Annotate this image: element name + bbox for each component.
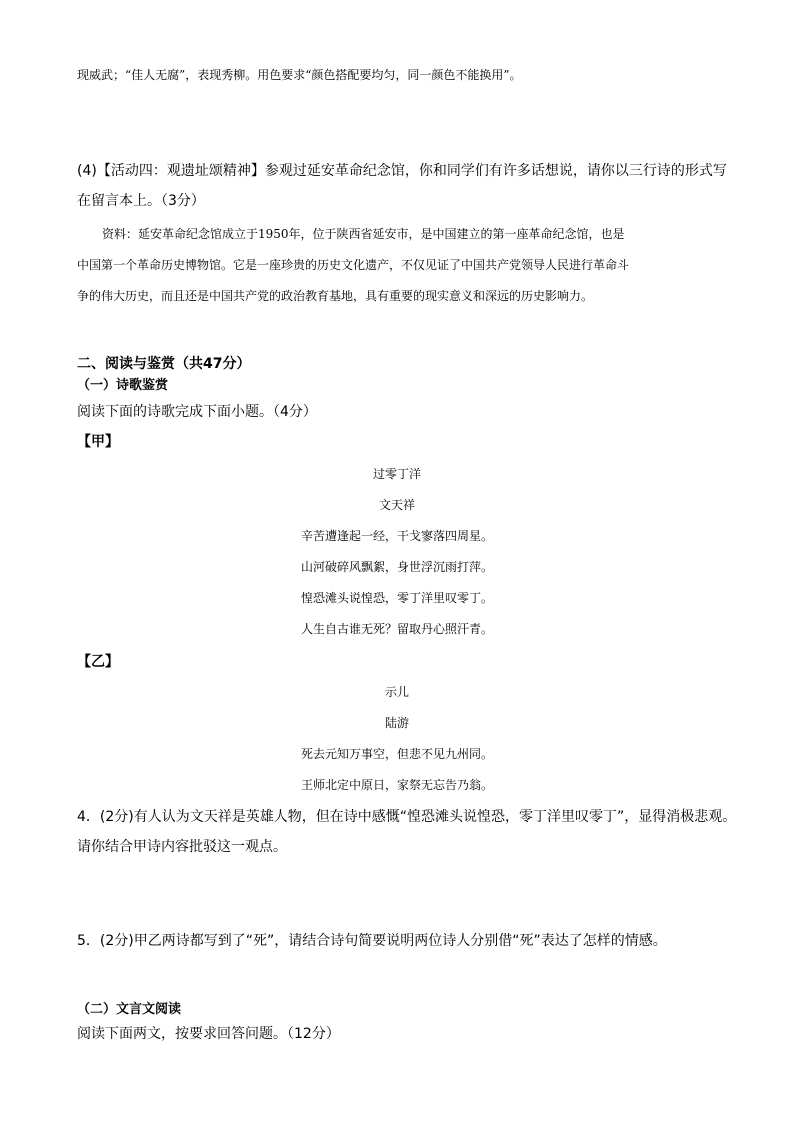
poem-a-line: 惶恐滩头说惶恐，零丁洋里叹零丁。 [300,591,493,605]
instruction: 阅读下面的诗歌完成下面小题。（4分） [77,404,317,420]
instruction-2: 阅读下面两文，按要求回答问题。（12分） [77,1026,340,1042]
question-4-line1: 4．(2分)有人认为文天祥是英雄人物，但在诗中感慨“惶恐滩头说惶恐，零丁洋里叹零丁”，显得消极悲观。 [77,809,737,825]
subsection-heading-2: （二）文言文阅读 [77,1002,182,1017]
poem-b-label: 【乙】 [77,654,119,670]
question-5: 5．(2分)甲乙两诗都写到了“死”，请结合诗句简要说明两位诗人分别借“死”表达了怎样的情感。 [77,933,667,949]
poem-a-title: 过零丁洋 [372,467,421,481]
question-4-line2: 请你结合甲诗内容批驳这一观点。 [77,839,287,855]
poem-a-line: 人生自古谁无死？留取丹心照汗青。 [300,622,493,636]
material-line: 争的伟大历史，而且还是中国共产党的政治教育基地，具有重要的现实意义和深远的历史影响力。 [77,289,594,303]
top-line: 现威武；“佳人无腐”，表现秀柳。用色要求“颜色搭配要均匀，同一颜色不能换用”。 [77,68,522,82]
section-heading: 二、阅读与鉴赏（共47分） [77,356,251,372]
subsection-heading: （一）诗歌鉴赏 [77,378,169,393]
poem-a-label: 【甲】 [77,434,119,450]
poem-b-line: 王师北定中原日，家祭无忘告乃翁。 [300,778,493,792]
q4-activity-line2: 在留言本上。（3分） [77,193,205,209]
poem-a-author: 文天祥 [378,498,415,512]
material-line: 中国第一个革命历史博物馆。它是一座珍贵的历史文化遗产，不仅见证了中国共产党领导人民进行革命斗 [77,258,630,272]
poem-a-line: 辛苦遭逢起一经，干戈寥落四周星。 [300,529,493,543]
poem-b-author: 陆游 [384,716,409,730]
material-line: 资料：延安革命纪念馆成立于1950年，位于陕西省延安市，是中国建立的第一座革命纪念馆，也是 [102,227,625,241]
poem-b-line: 死去元知万事空，但悲不见九州同。 [300,747,493,761]
q4-activity-line1: (4)【活动四：观遗址颂精神】参观过延安革命纪念馆，你和同学们有许多话想说，请你以三行诗的形式写 [77,163,727,179]
poem-a-line: 山河破碎风飘絮，身世浮沉雨打萍。 [300,560,493,574]
poem-b-title: 示儿 [384,685,409,699]
